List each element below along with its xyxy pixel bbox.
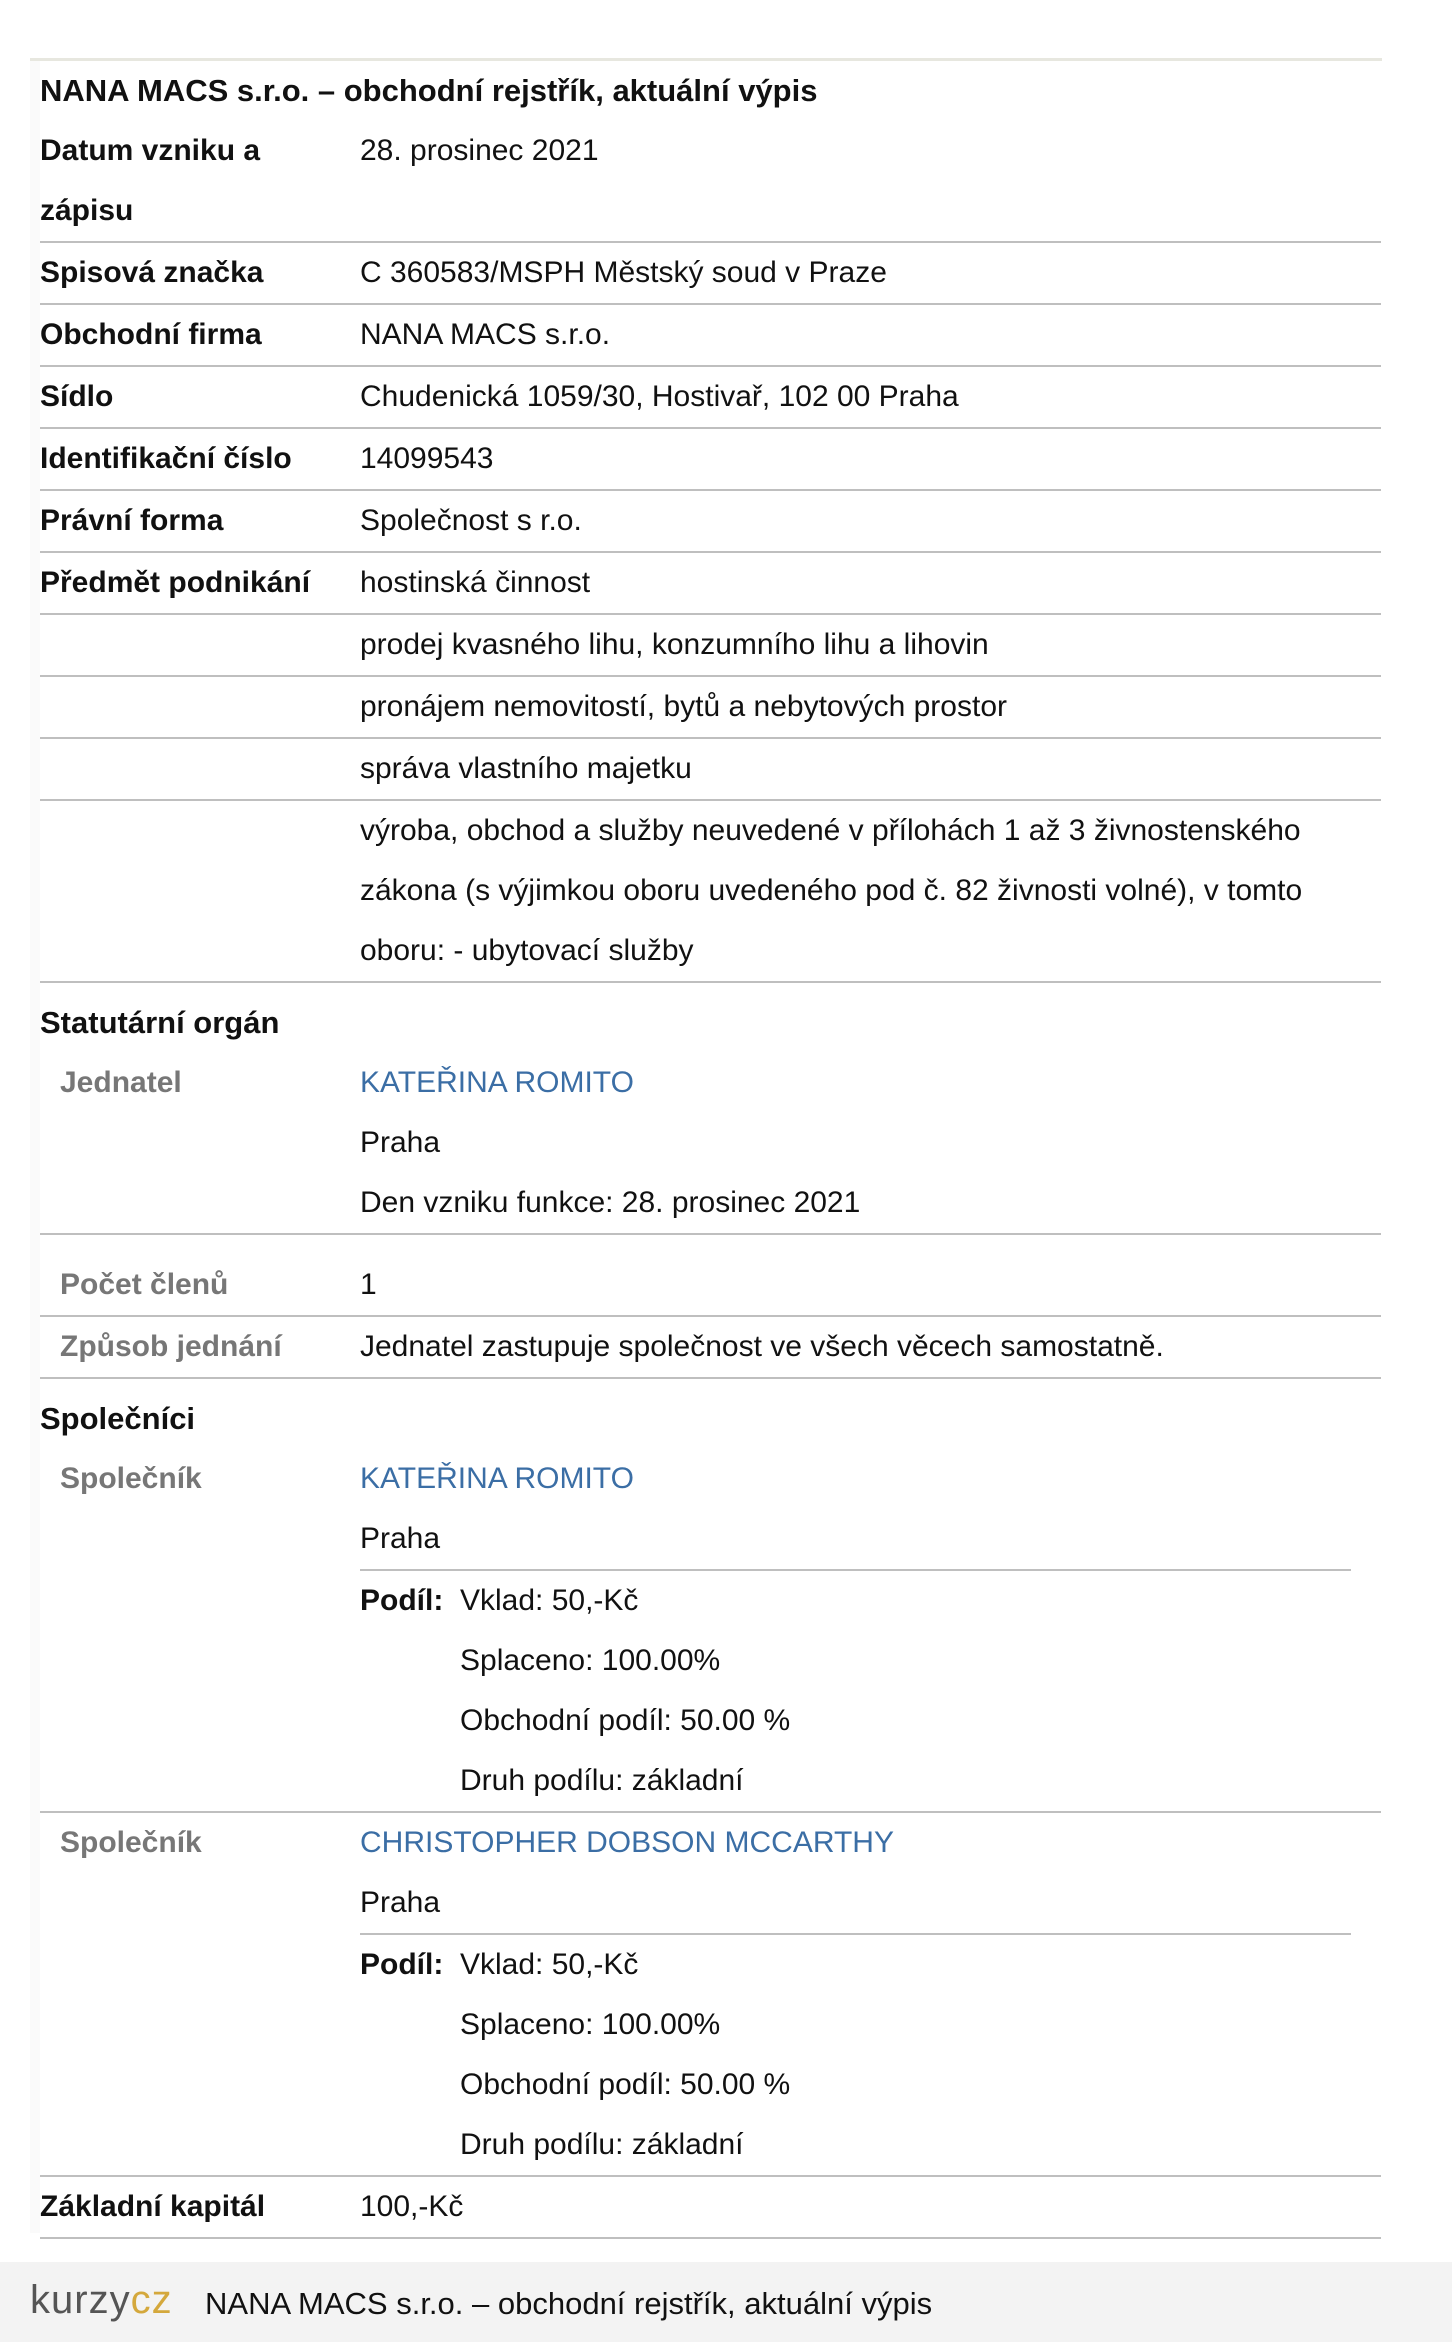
label-pocet: Počet členů [60,1268,229,1301]
predmet-item: prodej kvasného lihu, konzumního lihu a lihovin [360,628,989,661]
section-statutarni: Statutární orgán [40,1005,280,1040]
share-obchodni: Obchodní podíl: 50.00 % [460,2068,791,2101]
label-datum-text: Datum vzniku a zápisu [40,134,261,227]
value-spisova: C 360583/MSPH Městský soud v Praze [360,256,887,289]
value-sidlo: Chudenická 1059/30, Hostivař, 102 00 Praha [360,380,959,413]
value-datum: 28. prosinec 2021 [360,134,599,167]
row-spolecnik-2 [40,1813,1381,2177]
row-jednatel [40,1053,1381,1235]
sheet-margin [30,61,40,2233]
share-vklad: Vklad: 50,-Kč [460,1948,639,1981]
value-firma: NANA MACS s.r.o. [360,318,611,351]
spolecnik-name-link[interactable]: CHRISTOPHER DOBSON MCCARTHY [360,1826,894,1859]
jednatel-since: Den vzniku funkce: 28. prosinec 2021 [360,1186,861,1219]
label-empty [40,677,360,737]
row-datum [40,121,1381,243]
row-pocet [40,1235,1381,1317]
row-firma [40,305,1381,367]
value-kapital: 100,-Kč [360,2190,464,2223]
row-spisova [40,243,1381,305]
register-sheet [30,58,1382,2233]
share-block [360,1933,1351,2175]
value-zpusob: Jednatel zastupuje společnost ve všech věcech samostatně. [360,1330,1164,1363]
predmet-item: hostinská činnost [360,566,591,599]
value-forma: Společnost s r.o. [360,504,582,537]
share-values [460,1571,1351,1811]
logo-text-b: cz [130,2278,173,2322]
row-kapital [40,2177,1381,2239]
row-predmet-3 [40,677,1381,739]
share-splaceno: Splaceno: 100.00% [460,1644,721,1677]
jednatel-city: Praha [360,1126,441,1159]
page-title: NANA MACS s.r.o. – obchodní rejstřík, aktuální výpis [40,73,818,108]
predmet-item: správa vlastního majetku [360,752,692,785]
value-spolecnik [360,1813,1381,2175]
label-spisova: Spisová značka [40,256,264,289]
register-content [40,61,1381,2239]
row-ico [40,429,1381,491]
section-spolecnici: Společníci [40,1401,196,1436]
label-empty [40,739,360,799]
label-datum [40,121,360,241]
row-zpusob [40,1317,1381,1379]
value-pocet: 1 [360,1268,377,1301]
row-forma [40,491,1381,553]
share-obchodni: Obchodní podíl: 50.00 % [460,1704,791,1737]
label-kapital: Základní kapitál [40,2190,266,2223]
row-predmet-2 [40,615,1381,677]
label-zpusob: Způsob jednání [60,1330,282,1363]
row-spolecnik-1 [40,1449,1381,1813]
predmet-item: výroba, obchod a služby neuvedené v přílohách 1 až 3 živnostenského zákona (s výjimkou oboru uvedeného pod č. 82 živnosti volné), v tomto oboru: - ubytovací služby [360,814,1303,967]
share-values [460,1935,1351,2175]
share-label: Podíl: [360,1584,444,1617]
label-jednatel: Jednatel [60,1066,182,1099]
label-forma: Právní forma [40,504,224,537]
share-druh: Druh podílu: základní [460,1764,744,1797]
row-predmet-1 [40,553,1381,615]
footer-title: NANA MACS s.r.o. – obchodní rejstřík, aktuální výpis [205,2286,933,2321]
label-ico: Identifikační číslo [40,442,292,475]
label-empty [40,615,360,675]
row-predmet-5 [40,801,1381,983]
label-firma: Obchodní firma [40,318,262,351]
label-empty [40,801,360,981]
predmet-item: pronájem nemovitostí, bytů a nebytových prostor [360,690,1007,723]
row-sidlo [40,367,1381,429]
value-jednatel [360,1053,1381,1233]
jednatel-name-link[interactable]: KATEŘINA ROMITO [360,1066,634,1099]
spolecnik-city: Praha [360,1886,441,1919]
value-ico: 14099543 [360,442,494,475]
label-spolecnik: Společník [60,1826,202,1859]
share-vklad: Vklad: 50,-Kč [460,1584,639,1617]
share-block [360,1569,1351,1811]
kurzy-cz-logo[interactable] [30,2278,173,2323]
spolecnik-city: Praha [360,1522,441,1555]
share-label: Podíl: [360,1948,444,1981]
row-predmet-4 [40,739,1381,801]
logo-text-a: kurzy [30,2278,131,2322]
label-predmet: Předmět podnikání [40,566,311,599]
share-splaceno: Splaceno: 100.00% [460,2008,721,2041]
share-druh: Druh podílu: základní [460,2128,744,2161]
value-spolecnik [360,1449,1381,1811]
spolecnik-name-link[interactable]: KATEŘINA ROMITO [360,1462,634,1495]
footer-bar [0,2262,1452,2342]
label-sidlo: Sídlo [40,380,114,413]
label-spolecnik: Společník [60,1462,202,1495]
